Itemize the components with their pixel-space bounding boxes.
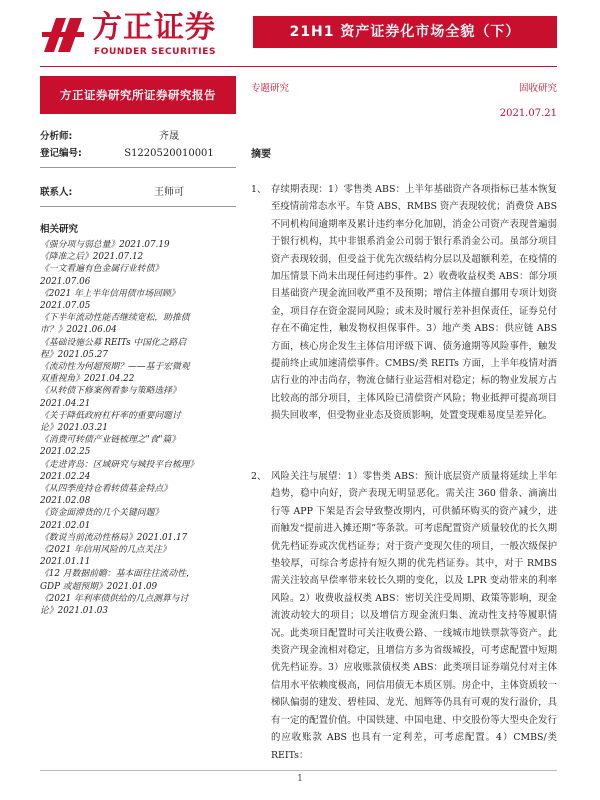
- related-research-item: 2021.02.08: [40, 496, 91, 507]
- related-research-list: [40, 239, 236, 617]
- related-research-item: 《资金面滞货的几个关键问题》: [40, 508, 164, 519]
- abstract-paragraph: [251, 468, 557, 764]
- related-research-item: 程》2021.05.27: [40, 349, 108, 360]
- report-banner-title: 21H1 资产证券化市场全貌（下）: [253, 16, 557, 48]
- abstract-heading: 摘要: [251, 149, 271, 160]
- related-research-item: 《一文看遍有色金属行业转债》: [40, 264, 164, 275]
- report-category-tag: 专题研究: [251, 83, 290, 94]
- related-research-item: 《2021 年信用风险的几点关注》: [40, 545, 171, 556]
- related-research-item: 《2021 年上半年信用债市场回顾》: [40, 288, 180, 299]
- analyst-name: 齐晟: [159, 131, 179, 142]
- report-date: 2021.07.21: [499, 108, 557, 119]
- logo-english-name: FOUNDER SECURITIES: [94, 47, 217, 57]
- related-research-item: 《基础设施公募 REITs 中国化之路启: [40, 337, 187, 348]
- contact-label: 联系人:: [40, 187, 73, 198]
- main-content: [251, 76, 557, 761]
- sidebar-divider: [40, 206, 236, 207]
- contact-name: 王师可: [154, 187, 184, 198]
- license-number: S1220520010001: [124, 148, 214, 159]
- related-research-item: 《12 月数据前瞻：基本面往往流动性，: [40, 569, 195, 580]
- related-research-item: 《数说当前流动性格局》2021.01.17: [40, 532, 188, 543]
- page-number: 1: [297, 774, 303, 784]
- related-research-item: 《关于降低政府杠杆率的重要问题讨: [40, 410, 181, 421]
- related-research-item: 《流动性为何超预期？——基于宏微观: [40, 362, 190, 373]
- analyst-info: [40, 128, 236, 162]
- report-type-bar: 方正证券研究所证券研究报告: [40, 76, 236, 114]
- related-research-item: GDP 或超预期》2021.01.09: [40, 581, 158, 592]
- analyst-label: 分析师:: [40, 131, 73, 142]
- sidebar: [40, 76, 236, 617]
- contact-info: [40, 184, 236, 201]
- related-research-item: 《降准之后》2021.07.12: [40, 252, 144, 263]
- paragraph-text: 存续期表现：1）零售类 ABS：上半年基础资产各项指标已基本恢复至疫情前常态水平。车贷 ABS、RMBS 资产表现较优；消费贷 ABS 不同机构间逾期率及累计违约率分化加剧，消金公司资产表现普遍弱于银行机构，其中非银系消金公司弱于银行系消金公司。虽部分项目资产表现较弱，但受益于优先次级结构分层以及超额利差，在疫情的加压情景下尚未出现任何违约事件。2）收费收益权类 ABS：部分项目基础资产现金流回收严重不及预期；增信主体擅自挪用专项计划资金，项目存在资金混同风险；或未及时履行差补担保责任，证券兑付存在不确定性，触发物权担保事件。3）地产类 ABS：供应链 ABS 方面，核心房企发生主体信用评级下调、债务逾期等风险事件，触发提前终止或加速清偿事件。CMBS/类 REITs 方面，上半年疫情对酒店行业的冲击尚存，物流仓储行业运营相对稳定；标的物业发展方占比较高的部分项目，主体风险已清偿资产风险；物业抵押可提高项目损失回收率，但受物业业态及资质影响，处置变现难易度呈差异化。: [271, 184, 557, 422]
- related-research-item: 《从四季度持仓看转债基金特点》: [40, 484, 172, 495]
- related-research-item: 2021.07.05: [40, 301, 91, 312]
- related-research-item: 《强分项与弱总量》2021.07.19: [40, 240, 170, 250]
- paragraph-number: 2、: [251, 471, 267, 482]
- related-research-item: 市？》2021.06.04: [40, 325, 117, 336]
- related-research-item: 《从转债下修案例看参与策略选择》: [40, 386, 181, 397]
- related-research-item: 论》2021.01.03: [40, 606, 108, 617]
- related-research-item: 《下半年流动性能否继续宽松，助推债: [40, 313, 190, 324]
- related-research-item: 论》2021.03.21: [40, 423, 108, 434]
- related-research-item: 2021.07.06: [40, 276, 91, 287]
- related-research-item: 2021.02.25: [40, 447, 91, 458]
- related-research-item: 2021.01.11: [40, 557, 91, 568]
- footer-divider: [40, 770, 557, 771]
- research-field-tag: 固收研究: [518, 83, 557, 94]
- company-logo: [40, 10, 240, 62]
- license-label: 登记编号:: [40, 148, 82, 159]
- abstract-paragraph: [251, 181, 557, 425]
- related-research-item: 《消费可转债产业链梳理之"食"篇》: [40, 435, 181, 446]
- logo-chinese-name: 方正证券: [92, 10, 216, 45]
- related-research-item: 《2021 年利率债供给的几点测算与讨: [40, 593, 189, 604]
- header-divider: [40, 66, 557, 67]
- founder-logo-icon: [40, 14, 86, 56]
- related-research-item: 《走进青岛：区域研究与城投平台梳理》: [40, 459, 199, 470]
- paragraph-number: 1、: [251, 184, 267, 195]
- related-research-item: 2021.04.21: [40, 398, 91, 409]
- related-research-title: 相关研究: [40, 224, 79, 235]
- related-research-item: 2021.02.01: [40, 520, 91, 531]
- related-research-item: 双重视角》2021.04.22: [40, 374, 135, 385]
- related-research-item: 2021.02.24: [40, 471, 91, 482]
- paragraph-text: 风险关注与展望：1）零售类 ABS：预计底层资产质量将延续上半年趋势，稳中向好，资产表现无明显恶化。需关注 360 借条、滴滴出行等 APP 下架是否会导致整改期内，可供循环购买的资产减少，进而触发“提前进入摊还期”等条款。可考虑配置资产质量较优的长久期优先档证券或次优档证券；对于资产变现欠佳的项目，一般次级保护垫较厚，可综合考虑持有短久期的优先档证券。其中，对于 RMBS 需关注较高早偿率带来较长久期的变化，以及 LPR 变动带来的利率风险。2）收费收益权类 ABS：密切关注受周期、政策等影响，现金流波动较大的项目；以及增信方现金流归集、流动性支持等履职情况。此类项目配置时可关注收费公路、一线城市地铁票款等资产。此类资产现金流相对稳定，且增信方多为省级城投，可考虑配置中短期优先档证券。3）应收账款债权类 ABS：此类项目证券端兑付对主体信用水平依赖度极高，同信用债无本质区别。房企中，主体资质较一梯队偏弱的建发、碧桂园、龙光、旭辉等仍具有可观的发行溢价，具有一定的配置价值。中国铁建、中国电建、中交股份等大型央企发行的应收账款 ABS 也具有一定利差，可考虑配置。4）CMBS/类 REITs：: [271, 471, 557, 761]
- sidebar-divider: [40, 167, 236, 168]
